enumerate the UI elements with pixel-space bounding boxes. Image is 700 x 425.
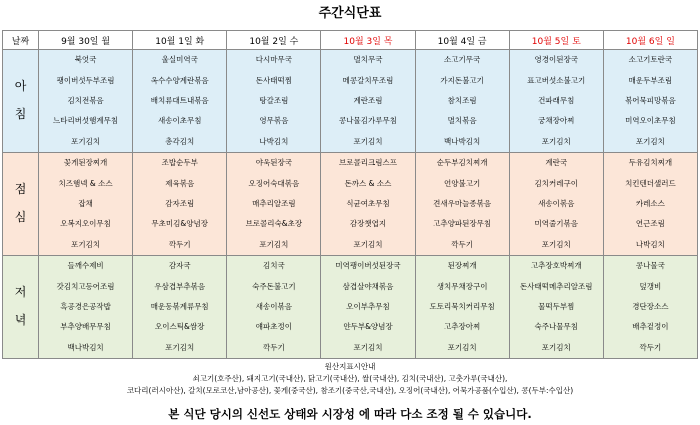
menu-item: 표고버섯소불고기 — [527, 75, 586, 85]
meal-label-char: 아 — [14, 79, 27, 94]
menu-item: 카레소스 — [635, 198, 665, 208]
adjustment-notice: 본 식단 당시의 신선도 상태와 시장성 에 따라 다소 조정 될 수 있습니다. — [168, 407, 532, 421]
meal-label-char: 녁 — [14, 313, 27, 327]
menu-cell — [321, 256, 415, 359]
menu-item: 생치무채장구이 — [436, 281, 488, 291]
menu-item: 궁채장아찌 — [538, 116, 575, 126]
menu-item: 삼겹살야채볶음 — [342, 281, 394, 291]
menu-item: 참치조림 — [447, 95, 477, 105]
date-corner-cell: 날짜 — [3, 31, 39, 50]
origin-info — [0, 361, 700, 397]
menu-cell — [227, 50, 321, 153]
menu-item: 소고기토란국 — [628, 55, 673, 65]
menu-item: 돈까스 & 소스 — [344, 178, 392, 188]
menu-item: 얘파초정이 — [255, 322, 292, 332]
lunch-row — [3, 153, 698, 256]
menu-item: 경단장소스 — [632, 301, 669, 311]
menu-cell — [321, 50, 415, 153]
menu-cell — [415, 153, 509, 256]
menu-item: 가지돈불고기 — [440, 75, 484, 85]
menu-item: 조밥순두부 — [161, 158, 198, 168]
menu-item: 포기김치 — [71, 136, 101, 146]
menu-item: 영무볶음 — [259, 116, 289, 126]
menu-item: 깍두기 — [451, 239, 473, 249]
menu-item: 포기김치 — [447, 342, 477, 352]
menu-item: 포기김치 — [353, 136, 383, 146]
menu-item: 숙주나물무침 — [534, 322, 579, 332]
menu-item: 포기김치 — [353, 342, 383, 352]
menu-item: 건파래무침 — [538, 95, 575, 105]
menu-item: 매추리알조림 — [252, 198, 296, 208]
menu-item: 느타리버섯햄계무침 — [52, 116, 119, 126]
menu-item: 무초미김&양념장 — [151, 219, 208, 229]
menu-item: 치킨텐더샐러드 — [625, 178, 676, 188]
menu-item: 포기김치 — [541, 342, 571, 352]
menu-item: 콩나물김가루무침 — [339, 116, 397, 126]
menu-item: 매운두부조림 — [628, 75, 673, 85]
breakfast-row — [3, 50, 698, 153]
meal-label-char: 침 — [14, 107, 27, 121]
menu-item: 배치류대트내볶음 — [150, 95, 209, 105]
meal-label — [3, 256, 39, 359]
menu-item: 돈사태떡찜 — [255, 75, 292, 85]
menu-item: 포기김치 — [353, 239, 383, 249]
menu-item: 고추장아찌 — [444, 322, 481, 332]
menu-item: 들깨수제비 — [67, 261, 104, 271]
day-header: 10월 3일 목 — [321, 31, 415, 50]
menu-item: 우삼겹부추볶음 — [154, 281, 206, 291]
menu-item: 꽃게된장찌개 — [63, 158, 108, 168]
menu-item: 브로콜리숙&초장 — [245, 219, 303, 229]
day-header: 10월 5일 토 — [509, 31, 603, 50]
menu-item: 나박김치 — [259, 136, 289, 146]
menu-item: 감자조림 — [165, 198, 195, 208]
menu-cell — [415, 50, 509, 153]
menu-item: 새송이초무침 — [157, 116, 202, 126]
menu-item: 오이부추무침 — [346, 301, 390, 311]
menu-item: 깍두기 — [262, 342, 285, 352]
menu-item: 식균여초무침 — [346, 198, 390, 208]
menu-item: 오징어숙대볶음 — [248, 178, 300, 188]
menu-item: 총각김치 — [165, 136, 195, 146]
menu-item: 다시마무국 — [255, 55, 292, 65]
menu-cell — [415, 256, 509, 359]
menu-item: 매운동볶계류무침 — [150, 301, 209, 311]
menu-item: 새송이볶음 — [538, 198, 575, 208]
menu-item: 김치커레구이 — [534, 178, 579, 188]
day-header: 10월 1일 화 — [133, 31, 227, 50]
menu-item: 오복지오이무침 — [60, 219, 111, 229]
menu-cell — [509, 50, 603, 153]
menu-item: 깍두기 — [639, 342, 662, 352]
menu-item: 김치전볶음 — [67, 95, 104, 105]
menu-item: 백나박김치 — [67, 342, 104, 352]
meal-label — [3, 153, 39, 256]
menu-item: 치즈햄넥 & 소스 — [58, 178, 113, 188]
menu-item: 고추양파된장무침 — [433, 219, 492, 229]
menu-item: 브로콜리크림스프 — [339, 158, 397, 168]
day-header: 10월 2일 수 — [227, 31, 321, 50]
menu-cell — [509, 153, 603, 256]
meal-label-char: 저 — [14, 285, 27, 300]
menu-cell — [133, 153, 227, 256]
page-title: 주간식단표 — [318, 6, 382, 21]
menu-item: 포기김치 — [541, 239, 571, 249]
origin-line: 코다리(러시아산), 갈치(모로코산,남아공산), 꽃게(중국산), 참조기(중국산,국내산), 오징어(국내산), 어묵가공품(수입산), 콩(두부:수입산) — [126, 386, 574, 395]
menu-item: 고추장호박찌개 — [530, 261, 582, 271]
menu-item: 미역줄기볶음 — [534, 219, 579, 229]
menu-item: 포기김치 — [71, 239, 101, 249]
menu-item: 포기김치 — [541, 136, 571, 146]
menu-item: 볶어묵피망볶음 — [625, 95, 676, 105]
menu-item: 돈사태떡메추리알조림 — [520, 281, 593, 291]
menu-item: 미역팽이버섯된장국 — [335, 261, 401, 271]
menu-cell — [39, 153, 133, 256]
menu-item: 덮갱비 — [639, 281, 662, 291]
menu-item: 계란국 — [545, 158, 568, 168]
menu-item: 잡채 — [78, 198, 93, 208]
menu-item: 메콩갈치무조림 — [342, 75, 394, 85]
menu-item: 흑공경은공작밥 — [60, 301, 111, 311]
menu-item: 도토리묵치커리무침 — [429, 301, 495, 311]
origin-line: 쇠고기(호주산), 돼지고기(국내산), 닭고기(국내산), 쌀(국내산), 김치(국내산), 고춧가루(국내산), — [192, 374, 508, 383]
menu-item: 새송이볶음 — [255, 301, 292, 311]
menu-item: 숙주돈불고기 — [252, 281, 296, 291]
menu-cell — [39, 256, 133, 359]
menu-item: 언양불고기 — [444, 178, 481, 188]
menu-cell — [227, 153, 321, 256]
menu-item: 순두부김치찌개 — [436, 158, 488, 168]
menu-item: 포기김치 — [165, 342, 195, 352]
meal-label — [3, 50, 39, 153]
menu-item: 야욱된장국 — [255, 158, 292, 168]
menu-item: 북엇국 — [74, 55, 97, 65]
meal-label-char: 점 — [14, 182, 27, 197]
menu-item: 포기김치 — [635, 136, 665, 146]
menu-cell — [133, 50, 227, 153]
menu-item: 계란조림 — [353, 95, 383, 105]
menu-item: 제육볶음 — [165, 178, 195, 188]
menu-item: 미역오이초무침 — [625, 116, 676, 126]
menu-item: 연근조림 — [635, 219, 665, 229]
menu-item: 포기김치 — [259, 239, 289, 249]
menu-item: 감자국 — [168, 261, 191, 271]
menu-cell — [603, 50, 697, 153]
menu-cell — [133, 256, 227, 359]
menu-item: 팽이버섯두부조림 — [56, 75, 115, 85]
menu-item: 갓김치고등어조림 — [56, 281, 115, 291]
menu-cell — [603, 153, 697, 256]
menu-cell — [509, 256, 603, 359]
menu-item: 영경이된장국 — [534, 55, 579, 65]
meal-label-char: 심 — [14, 210, 27, 224]
menu-item: 얀두부&양념장 — [343, 322, 393, 332]
header-row — [3, 31, 698, 50]
menu-item: 오이스틱&쌈장 — [155, 322, 205, 332]
menu-item: 나박김치 — [635, 239, 665, 249]
menu-item: 탕갈조림 — [259, 95, 289, 105]
menu-item: 울실미역국 — [161, 55, 198, 65]
menu-item: 감장챗엽지 — [349, 219, 387, 229]
origin-heading: 원산지표시안내 — [324, 362, 376, 371]
menu-item: 물떡두부찜 — [538, 301, 575, 311]
menu-item: 콩나물국 — [635, 261, 665, 271]
menu-item: 두유김치찌개 — [628, 158, 673, 168]
menu-item: 깍두기 — [168, 239, 191, 249]
menu-cell — [227, 256, 321, 359]
menu-cell — [39, 50, 133, 153]
menu-item: 멸치볶음 — [447, 116, 477, 126]
menu-item: 김치국 — [262, 261, 285, 271]
menu-item: 옥수수양계란볶음 — [150, 75, 209, 85]
menu-item: 된장찌개 — [447, 261, 477, 271]
menu-item: 견새우마늘종볶음 — [433, 198, 492, 208]
menu-item: 부추양배무무침 — [60, 322, 111, 332]
menu-item: 백나박김치 — [444, 136, 481, 146]
menu-item: 멸치무국 — [353, 55, 383, 65]
menu-item: 배추겉정이 — [632, 322, 669, 332]
weekly-menu-table — [2, 30, 698, 359]
menu-cell — [321, 153, 415, 256]
menu-cell — [603, 256, 697, 359]
dinner-row — [3, 256, 698, 359]
day-header: 10월 4일 금 — [415, 31, 509, 50]
menu-item: 소고기무국 — [444, 55, 481, 65]
day-header: 10월 6일 일 — [603, 31, 697, 50]
day-header: 9월 30일 월 — [39, 31, 133, 50]
